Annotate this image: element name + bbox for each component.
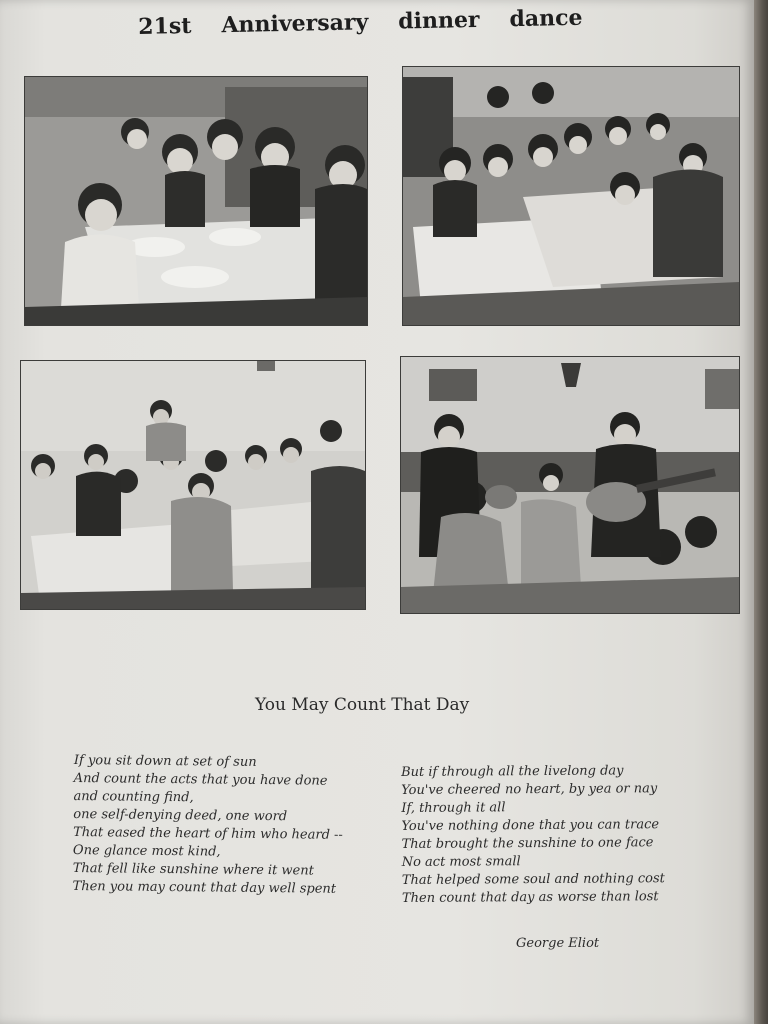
photo-adults-dinner <box>20 360 366 610</box>
poem-title: You May Count That Day <box>255 695 470 715</box>
poem-line: But if through all the livelong day <box>401 763 624 780</box>
poem-stanza-left <box>72 752 343 899</box>
book-spine-edge <box>754 0 768 1024</box>
poem-line: No act most small <box>401 854 521 870</box>
poem-stanza-right <box>401 762 665 908</box>
poem-line: If, through it all <box>401 800 506 816</box>
poem-line: That fell like sunshine where it went <box>72 860 314 879</box>
poem-line: Then you may count that day well spent <box>72 878 337 897</box>
page-heading <box>138 3 658 40</box>
poem-line: You've nothing done that you can trace <box>401 817 660 834</box>
heading-word: dinner <box>397 6 480 35</box>
poem-line: one self-denying deed, one word <box>73 806 288 825</box>
poem-line: and counting find, <box>73 788 194 806</box>
photo-girls-at-table <box>24 76 368 326</box>
poem-line: That brought the sunshine to one face <box>401 835 654 852</box>
poem-line: You've cheered no heart, by yea or nay <box>401 781 658 798</box>
poem-line: Then count that day as worse than lost <box>401 889 659 906</box>
heading-word: Anniversary <box>221 9 369 39</box>
photo-banquet-tables <box>402 66 740 326</box>
poem-line: That eased the heart of him who heard -- <box>73 824 343 843</box>
poem-line: One glance most kind, <box>72 842 221 860</box>
heading-word: 21st <box>138 12 192 40</box>
poem-line: If you sit down at set of sun <box>73 752 257 770</box>
poem-line: That helped some soul and nothing cost <box>401 871 665 888</box>
photo-guitar-players <box>400 356 740 614</box>
poem-line: And count the acts that you have done <box>73 770 328 789</box>
poem-author: George Eliot <box>516 936 600 951</box>
heading-word: dance <box>509 4 583 33</box>
